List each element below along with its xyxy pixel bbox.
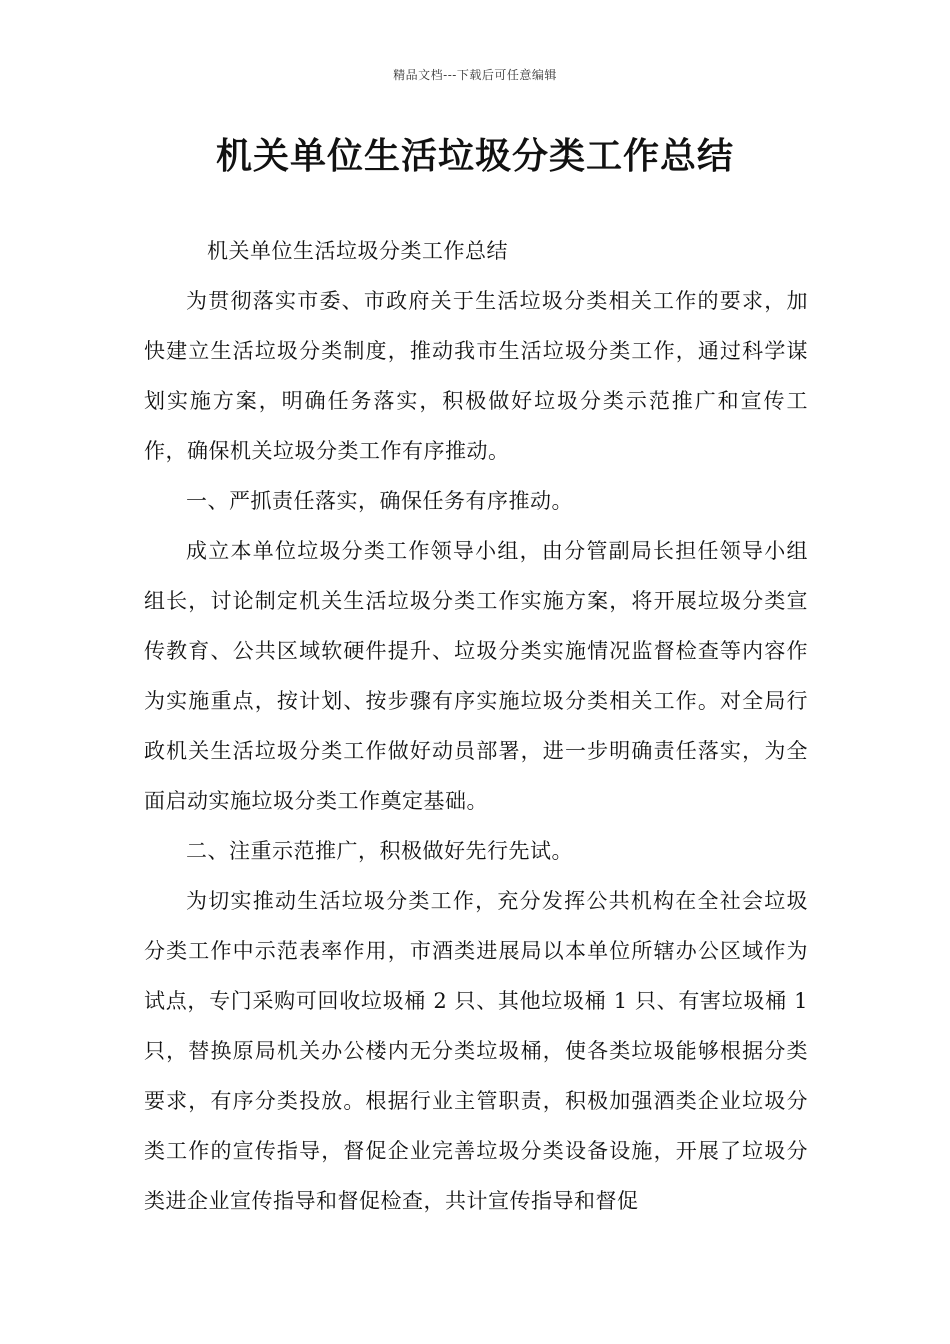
paragraph-intro: 为贯彻落实市委、市政府关于生活垃圾分类相关工作的要求，加快建立生活垃圾分类制度，推动我市生活垃圾分类工作，通过科学谋划实施方案，明确任务落实，积极做好垃圾分类示范推广和宣传工作，确保机关垃圾分类工作有序推动。 — [144, 289, 808, 463]
paragraph-section-2: 为切实推动生活垃圾分类工作，充分发挥公共机构在全社会垃圾分类工作中示范表率作用，市酒类进展局以本单位所辖办公区域作为试点，专门采购可回收垃圾桶 2 只、其他垃圾桶 1 只、有害垃圾桶 1 只，替换原局机关办公楼内无分类垃圾桶，使各类垃圾能够根据分类要求，有序分类投放。根据行业主管职责，积极加强酒类企业垃圾分类工作的宣传指导，督促企业完善垃圾分类设备设施，开展了垃圾分类进企业宣传指导和督促检查，共计宣传指导和督促 — [144, 889, 808, 1213]
body-subtitle: 机关单位生活垃圾分类工作总结 — [207, 239, 508, 263]
document-title: 机关单位生活垃圾分类工作总结 — [215, 136, 734, 177]
paragraph-section-1: 成立本单位垃圾分类工作领导小组，由分管副局长担任领导小组组长，讨论制定机关生活垃圾分类工作实施方案，将开展垃圾分类宣传教育、公共区域软硬件提升、垃圾分类实施情况监督检查等内容作为实施重点，按计划、按步骤有序实施垃圾分类相关工作。对全局行政机关生活垃圾分类工作做好动员部署，进一步明确责任落实，为全面启动实施垃圾分类工作奠定基础。 — [144, 539, 808, 813]
header-note: 精品文档---下载后可任意编辑 — [393, 68, 557, 82]
section-heading-1: 一、严抓责任落实，确保任务有序推动。 — [186, 489, 573, 513]
section-heading-2: 二、注重示范推广，积极做好先行先试。 — [186, 839, 573, 863]
document-body — [144, 226, 808, 1226]
